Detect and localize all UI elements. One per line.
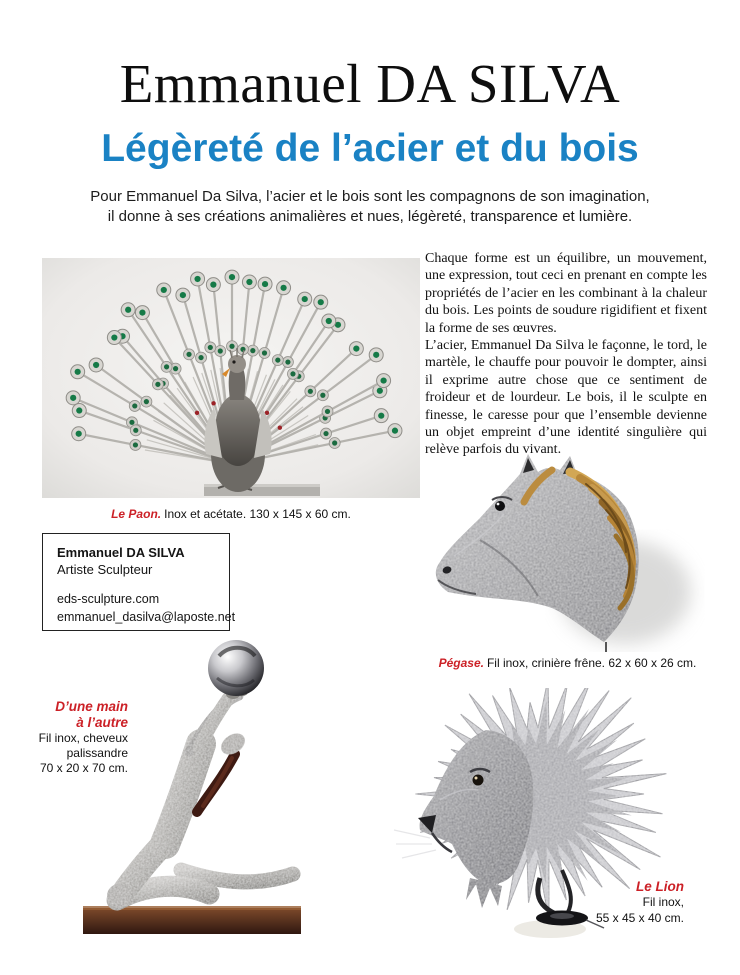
page-title: Emmanuel DA SILVA bbox=[119, 53, 621, 114]
intro-line-1: Pour Emmanuel Da Silva, l’acier et le bois sont les compagnons de son imagination, bbox=[90, 188, 650, 205]
pegase-caption bbox=[420, 656, 715, 670]
intro-text bbox=[70, 187, 670, 227]
pegase-photo bbox=[420, 444, 715, 652]
lion-title: Le Lion bbox=[636, 879, 684, 894]
lion-details-2: 55 x 45 x 40 cm. bbox=[595, 910, 684, 925]
dune-main-title-1: D’une main bbox=[55, 699, 128, 714]
contact-card bbox=[42, 533, 236, 631]
dune-main-details-2: palissandre bbox=[66, 746, 128, 760]
paon-caption bbox=[42, 507, 420, 521]
peacock-photo bbox=[42, 258, 420, 498]
article-paragraph-1: Chaque forme est un équilibre, un mouvement, une expression, tout ceci en prenant en compte les propriétés de l’acier en les combinant à la chaleur du bois. Les points de soudure rigidifient et fixent la forme de ses œuvres. bbox=[425, 251, 707, 336]
contact-role: Artiste Sculpteur bbox=[57, 562, 153, 577]
paon-title: Le Paon. bbox=[111, 507, 162, 521]
contact-name: Emmanuel DA SILVA bbox=[57, 545, 185, 560]
dune-main-title-2: à l’autre bbox=[76, 715, 128, 730]
contact-website: eds-sculpture.com bbox=[57, 592, 160, 606]
pegase-title: Pégase. bbox=[438, 656, 484, 670]
article-text bbox=[425, 250, 707, 459]
dune-main-details-1: Fil inox, cheveux bbox=[38, 731, 128, 745]
intro-line-2: il donne à ses créations animalières et nues, légèreté, transparence et lumière. bbox=[107, 208, 633, 225]
page-subtitle: Légèreté de l’acier et du bois bbox=[101, 127, 639, 170]
article-paragraph-2: L’acier, Emmanuel Da Silva le façonne, le tord, le martèle, le chauffe pour pouvoir le dompter, ainsi il exprime autre chose que ce sentiment de froideur et de lourdeur. Le bois, il le sculpte en finesse, le caresse pour que l’ensemble devienne un objet empreint d’une identité singulière qui relève parfois du vivant. bbox=[425, 338, 707, 458]
gymnast-photo bbox=[83, 632, 302, 940]
dune-main-details-3: 70 x 20 x 70 cm. bbox=[39, 761, 128, 775]
pegase-details: Fil inox, crinière frêne. 62 x 60 x 26 cm. bbox=[486, 656, 697, 670]
paon-details: Inox et acétate. 130 x 145 x 60 cm. bbox=[164, 507, 351, 521]
lion-caption bbox=[564, 878, 684, 926]
contact-email: emmanuel_dasilva@laposte.net bbox=[57, 610, 236, 624]
lion-details-1: Fil inox, bbox=[642, 895, 684, 909]
